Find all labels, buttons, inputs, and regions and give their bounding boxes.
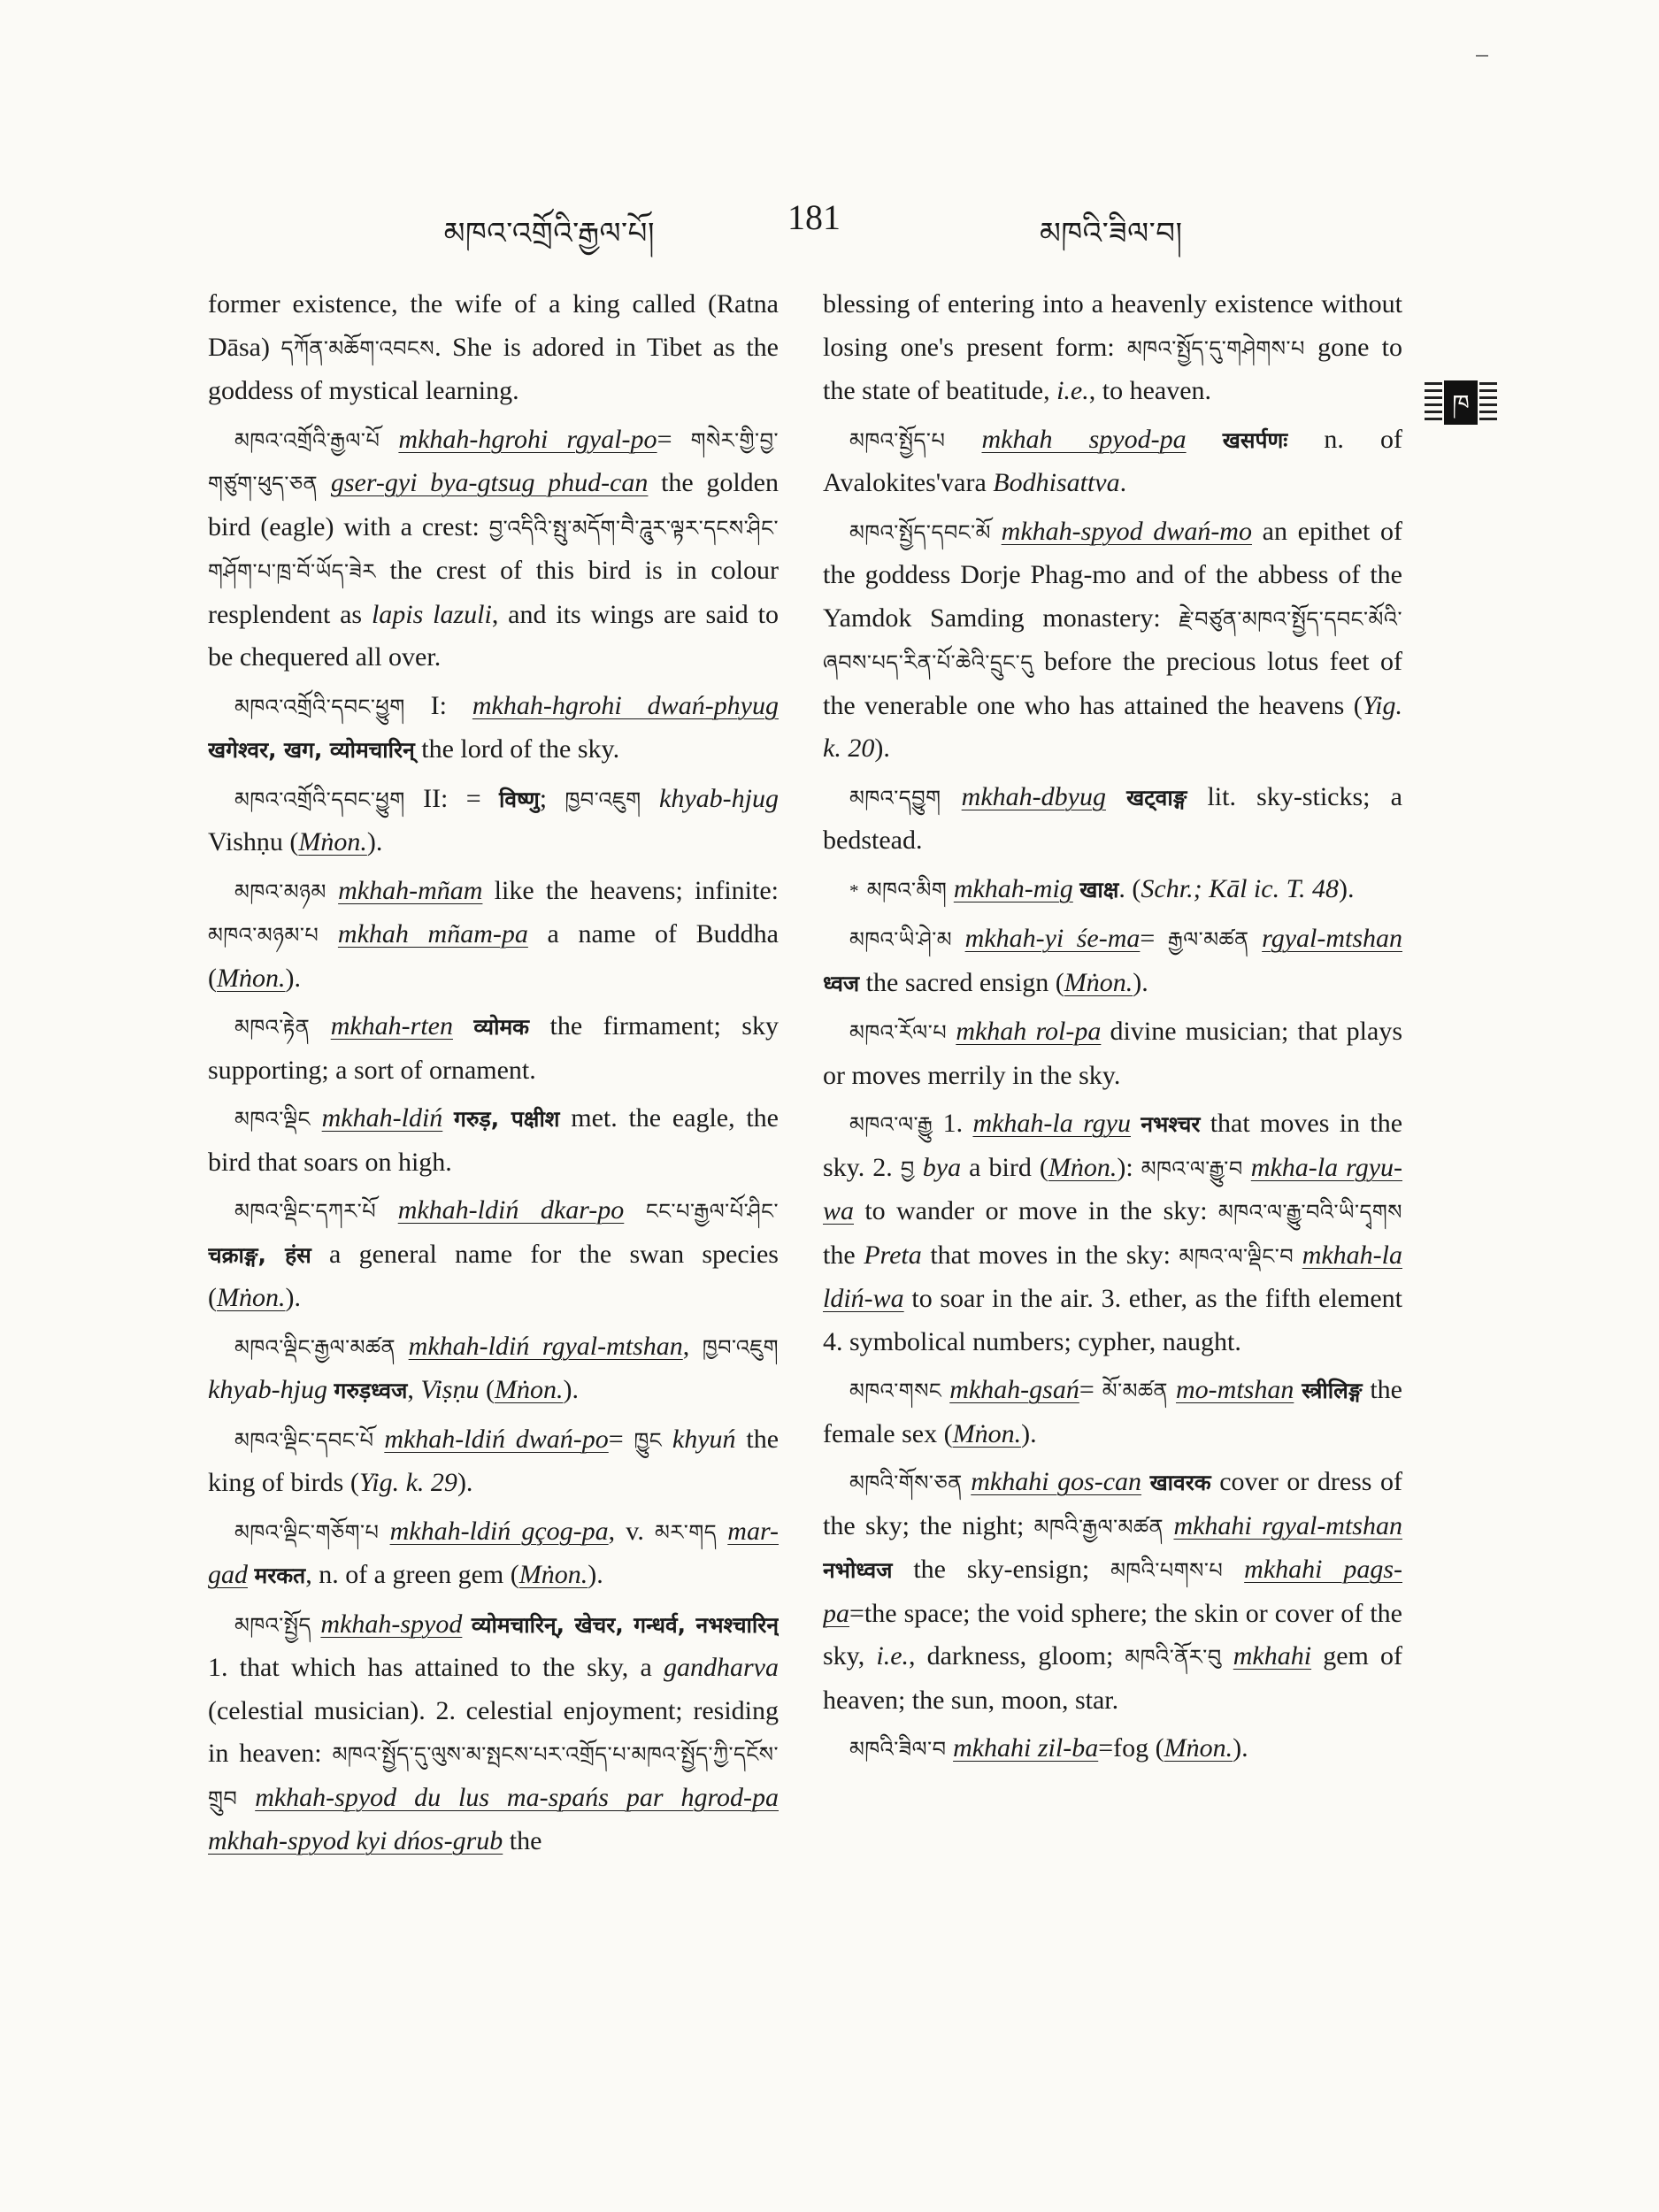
tibetan-text: མཁའ་ལ་རྒྱུ་བའི་ཡི་དྭགས <box>1217 1200 1402 1225</box>
italic-text: Yig. k. 20 <box>823 690 1402 763</box>
dictionary-entry <box>823 283 1402 413</box>
tibetan-text: མཁའི་གོས་ཅན <box>849 1471 963 1495</box>
tibetan-text: མཁའ་གསང <box>849 1379 942 1403</box>
transliteration: mkhah-gsań <box>949 1375 1079 1404</box>
definition-text: cover or dress of the sky; the night; <box>823 1467 1402 1540</box>
definition-text <box>717 1517 727 1546</box>
transliteration: mkhah-hgrohi dwań-phyug <box>472 690 779 720</box>
devanagari-text: चक्राङ्ग, हंस <box>208 1241 311 1268</box>
italic-text: i.e. <box>876 1641 910 1671</box>
tibetan-text: མཁའ་འགྲོའི་རྒྱལ་པོ <box>234 427 380 453</box>
definition-text <box>311 1609 320 1639</box>
definition-text: (celestial musician). 2. celestial enjoyment; residing in heaven: <box>208 1695 779 1768</box>
definition-text: the firmament; sky supporting; a sort of ornament. <box>208 1011 779 1085</box>
definition-text <box>991 517 1002 546</box>
transliteration: mkhah-la ldiń-wa <box>823 1240 1402 1313</box>
definition-text <box>941 1375 949 1404</box>
definition-text <box>915 1153 923 1182</box>
definition-text <box>311 1103 322 1133</box>
definition-text: , to heaven. <box>1088 376 1212 405</box>
transliteration: mkhah-spyod <box>320 1609 463 1639</box>
italic-text: Yig. k. 29 <box>358 1468 457 1497</box>
dictionary-entry <box>823 419 1402 505</box>
transliteration: mkhah-spyod dwań-mo <box>1001 516 1252 546</box>
tibetan-text: མཁའ་ལྡིང <box>234 1107 311 1132</box>
transliteration: mkhah-yi śe-ma <box>964 924 1141 953</box>
definition-text: ). <box>457 1468 473 1497</box>
definition-text: , n. of a green gem ( <box>305 1560 519 1589</box>
devanagari-text: गरुड़ध्वज <box>334 1378 408 1403</box>
definition-text: gone to the state of beatitude, <box>823 332 1402 405</box>
tibetan-text: མཁའ་སྤྱོད་དུ་གཤེགས་པ <box>1126 335 1305 361</box>
running-head-left-text: མཁའ་འགྲོའི་རྒྱལ་པོ། <box>443 216 655 251</box>
definition-text <box>1223 1555 1244 1584</box>
definition-text <box>662 1425 672 1454</box>
dictionary-entry <box>823 776 1402 863</box>
definition-text <box>947 1017 956 1046</box>
tibetan-text: མཁའ་མཉམ <box>234 879 326 904</box>
tibetan-text: གསེར་གྱི་བྱ་གཙུག་ཕུད་ཅན <box>208 427 779 496</box>
definition-text <box>248 1560 255 1589</box>
tibetan-text: ཁྱབ་འཇུག <box>565 787 641 812</box>
definition-text <box>1131 1109 1141 1138</box>
definition-text <box>374 1425 385 1454</box>
transliteration: mkhah mñam-pa <box>337 919 528 949</box>
definition-text: that moves in the sky: <box>921 1240 1179 1270</box>
italic-text: bya <box>922 1152 962 1182</box>
tibetan-text: མཁའ་མཉམ་པ <box>208 923 319 948</box>
dictionary-entry <box>208 1189 779 1320</box>
transliteration: mkhah-mig <box>953 873 1073 903</box>
definition-text: ). <box>874 733 890 763</box>
definition-text <box>379 1517 389 1546</box>
tibetan-text: མཁའི་རྒྱལ་མཚན <box>1033 1514 1164 1540</box>
transliteration: mar-gad <box>208 1516 779 1589</box>
tibetan-text: མཁའ་རྟེན <box>234 1015 311 1040</box>
definition-text <box>1168 1375 1176 1404</box>
definition-text: former existence, the wife of a king called (Ratna Dāsa) <box>208 289 779 362</box>
definition-text: ). <box>285 1283 301 1312</box>
tibetan-text: མཁའ་རོལ་པ <box>849 1020 948 1045</box>
tibetan-text: ཁྱུང <box>634 1427 663 1453</box>
transliteration: mkhah rol-pa <box>956 1017 1102 1046</box>
transliteration: rgyal-mtshan <box>1262 924 1402 953</box>
tibetan-text: མར་གད <box>655 1519 718 1545</box>
definition-text: divine musician; that plays or moves merrily in the sky. <box>823 1017 1402 1090</box>
definition-text <box>326 876 338 905</box>
definition-text: , and its wings are said to be chequered all over. <box>208 599 779 672</box>
definition-text: the <box>823 1240 864 1270</box>
transliteration: Mṅon. <box>952 1418 1022 1448</box>
devanagari-text: स्त्रीलिङ्ग <box>1302 1378 1363 1403</box>
tibetan-text: མཁའ་མིག <box>866 877 948 902</box>
devanagari-text: खाक्ष <box>1079 876 1119 902</box>
dictionary-entry <box>823 1461 1402 1722</box>
transliteration: mkhahi zil-ba <box>953 1733 1099 1763</box>
italic-text: Preta <box>864 1240 922 1270</box>
definition-text <box>462 1609 471 1639</box>
definition-text: a name of Buddha ( <box>208 919 779 993</box>
definition-text <box>237 1783 255 1812</box>
dictionary-entry <box>208 1097 779 1184</box>
asterisk-mark: * <box>849 879 864 902</box>
definition-text: the king of birds ( <box>208 1424 779 1497</box>
tibetan-text: མཁའ་ལ་རྒྱུ <box>849 1112 933 1137</box>
dictionary-entry <box>208 1325 779 1413</box>
italic-text: Viṣṇu <box>420 1375 480 1404</box>
definition-text <box>1164 1511 1173 1540</box>
running-head-left <box>319 199 655 256</box>
tibetan-text: མཁའ་འགྲོའི་དབང་ཕྱུག <box>234 787 405 812</box>
dictionary-entry <box>208 870 779 1001</box>
dictionary-entry <box>208 283 779 413</box>
definition-text: , darkness, gloom; <box>909 1641 1125 1671</box>
italic-text: khyab-hjug <box>208 1375 327 1404</box>
definition-text <box>396 1332 409 1361</box>
devanagari-text: खगेश्वर, खग, व्योमचारिन् <box>208 737 415 763</box>
tibetan-text: མཁའ་འགྲོའི་དབང་ཕྱུག <box>234 694 405 719</box>
transliteration: mkhah spyod-pa <box>981 424 1187 454</box>
definition-text: the sacred ensign ( <box>859 967 1064 997</box>
tibetan-text: མཁའ་སྤྱོད་དབང་མོ <box>849 519 991 545</box>
dictionary-entry <box>208 778 779 864</box>
left-column <box>208 283 779 2088</box>
tibetan-text: ངང་པ་རྒྱལ་པོ་ཤིང་ <box>645 1199 779 1224</box>
devanagari-text: गरुड़, पक्षीश <box>454 1106 560 1132</box>
transliteration: mkhah-rten <box>330 1011 453 1041</box>
definition-text: II: = <box>404 783 500 813</box>
tibetan-text: མཁའ་སྤྱོད་པ <box>849 427 946 453</box>
definition-text: =the space; the void sphere; the skin or cover of the sky, <box>823 1598 1402 1671</box>
transliteration: mkhah-spyod du lus ma-spańs par hgrod-pa mkhah-spyod kyi dńos-grub <box>208 1782 779 1855</box>
devanagari-text: खट्वाङ्ग <box>1126 784 1187 810</box>
tibetan-text: རྒྱལ་མཚན <box>1167 927 1249 952</box>
seal-graphic <box>1423 379 1499 426</box>
definition-text: the sky-ensign; <box>892 1555 1111 1584</box>
definition-text: = <box>1140 924 1168 953</box>
definition-text: ). <box>1133 967 1148 997</box>
tibetan-text: མཁའ་ལ་རྒྱུ་བ <box>1141 1156 1243 1181</box>
tibetan-text: མཁའི་ནོར་བུ <box>1125 1645 1222 1670</box>
dictionary-entry <box>823 511 1402 771</box>
definition-text: blessing of entering into a heavenly existence without losing one's present form: <box>823 289 1402 362</box>
definition-text: = <box>608 1424 634 1454</box>
definition-text: that moves in the sky. 2. <box>823 1109 1402 1182</box>
transliteration: mkhah-dbyug <box>961 781 1106 811</box>
definition-text: like the heavens; infinite: <box>482 875 779 905</box>
section-letter-seal-icon <box>1423 379 1499 426</box>
definition-text: ). <box>1233 1733 1248 1763</box>
tibetan-text: རྗེ་བཙུན་མཁའ་སྤྱོད་དབང་མོའི་ཞབས་པད་རིན་པོ་ཆེའི་དྲུང་དུ <box>823 606 1402 675</box>
devanagari-text: नभोध्वज <box>823 1557 893 1583</box>
tibetan-text: མཁའ་དབྱུག <box>849 785 941 810</box>
definition-text <box>641 784 659 813</box>
definition-text <box>952 924 965 953</box>
definition-text: the golden bird (eagle) with a crest: <box>208 468 779 541</box>
seal-letter: ཁ <box>1452 389 1470 419</box>
definition-text <box>318 468 331 497</box>
transliteration: mkhahi <box>1233 1641 1312 1671</box>
dictionary-entry <box>823 1369 1402 1455</box>
tibetan-text: དཀོན་མཆོག་འབངས <box>280 335 435 361</box>
transliteration: mkha-la rgyu-wa <box>823 1152 1402 1225</box>
definition-text <box>624 1195 646 1225</box>
right-column <box>823 283 1402 2088</box>
page-number: 181 <box>787 197 841 237</box>
definition-text: the crest of this bird is in colour resplendent as <box>208 556 779 629</box>
definition-text: met. the eagle, the bird that soars on high. <box>208 1103 779 1177</box>
italic-text: Bodhisattva <box>993 468 1120 497</box>
definition-text <box>947 874 954 903</box>
definition-text: to wander or move in the sky: <box>854 1196 1218 1225</box>
definition-text <box>945 425 981 454</box>
devanagari-text: व्योमक <box>473 1014 530 1040</box>
transliteration: mkhah-la rgyu <box>972 1109 1131 1138</box>
dictionary-entry <box>823 1010 1402 1097</box>
definition-text: ). <box>285 963 301 993</box>
definition-text: ). <box>1021 1418 1037 1448</box>
devanagari-text: व्योमचारिन्, खेचर, गन्धर्व, नभश्चारिन् <box>471 1611 779 1638</box>
definition-text <box>453 1011 473 1041</box>
transliteration: mkhahi rgyal-mtshan <box>1173 1510 1402 1540</box>
definition-text <box>1106 782 1126 811</box>
definition-text <box>1222 1641 1233 1671</box>
definition-text <box>1294 1240 1302 1270</box>
tibetan-text: བྱ་འདིའི་སྤུ་མདོག་བཻ་ཌཱུར་ལྟར་དངས་ཤིང་གཤོག་པ་ཁྲ་བོ་ཡོད་ཟེར <box>208 515 779 584</box>
definition-text <box>310 1011 330 1041</box>
transliteration: mkhah-ldiń rgyal-mtshan <box>408 1331 683 1361</box>
definition-text: = <box>657 424 691 454</box>
transliteration: mkhah-mñam <box>338 875 483 905</box>
definition-text: ( <box>479 1375 495 1404</box>
definition-text <box>1243 1153 1251 1182</box>
dictionary-entry <box>823 1727 1402 1771</box>
definition-text: ). <box>588 1560 603 1589</box>
definition-text: the female sex ( <box>823 1375 1402 1448</box>
transliteration: mkhah-ldiń dkar-po <box>397 1195 625 1225</box>
transliteration: mkhah-ldiń dwań-po <box>384 1424 609 1454</box>
definition-text: ). <box>563 1375 579 1404</box>
dictionary-entry <box>823 918 1402 1005</box>
definition-text: ). <box>366 827 383 856</box>
definition-text: . She is adored in Tibet as the goddess of mystical learning. <box>208 332 779 405</box>
definition-text: the <box>503 1826 542 1855</box>
definition-text <box>1187 425 1223 454</box>
definition-text: Vishṇu ( <box>208 827 299 856</box>
tibetan-text: བྱ <box>900 1156 915 1181</box>
definition-text: an epithet of the goddess Dorje Phag-mo and of the abbess of the Yamdok Samding monastery: <box>823 516 1402 633</box>
definition-text <box>1141 1467 1150 1496</box>
definition-text: lit. sky-sticks; a bedstead. <box>823 781 1402 855</box>
italic-text: khyuń <box>672 1424 736 1454</box>
transliteration: mkhahi gos-can <box>971 1467 1142 1496</box>
tibetan-text: མཁའ་ལ་ལྡིང་བ <box>1179 1243 1294 1269</box>
definition-text: . ( <box>1118 873 1141 903</box>
tibetan-text: མོ་མཚན <box>1102 1379 1169 1403</box>
tibetan-text: མཁའི་པགས་པ <box>1110 1558 1224 1583</box>
definition-text: ). <box>1339 873 1355 903</box>
definition-text: 1. <box>933 1109 973 1138</box>
definition-text <box>442 1103 454 1133</box>
tibetan-text: ཁྱབ་འཇུག <box>702 1334 779 1360</box>
definition-text <box>947 1733 954 1763</box>
devanagari-text: नभश्चर <box>1141 1111 1201 1137</box>
transliteration: Mṅon. <box>518 1560 588 1589</box>
definition-text: to soar in the air. 3. ether, as the fifth element 4. symbolical numbers; cypher, naught. <box>823 1284 1402 1356</box>
definition-text: n. of Avalokites'vara <box>823 424 1402 497</box>
transliteration: Mṅon. <box>217 1283 286 1312</box>
italic-text: khyab-hjug <box>659 783 779 813</box>
italic-text: i.e. <box>1056 376 1089 405</box>
definition-text: before the precious lotus feet of the venerable one who has attained the heavens ( <box>823 647 1402 720</box>
definition-text: =fog ( <box>1098 1733 1164 1763</box>
devanagari-text: विष्णु <box>499 786 540 812</box>
definition-text <box>941 782 961 811</box>
definition-text: ): <box>1117 1152 1141 1182</box>
transliteration: mo-mtshan <box>1176 1375 1294 1404</box>
devanagari-text: खावरक <box>1149 1470 1211 1495</box>
tibetan-text: མཁའ་ཡི་ཤེ་མ <box>849 927 953 952</box>
transliteration: mkhah-ldiń gçog-pa <box>389 1516 609 1546</box>
dictionary-entry <box>208 1005 779 1092</box>
tibetan-text: མཁའ་ལྡིང་གཅོག་པ <box>234 1519 380 1545</box>
definition-text: ; <box>539 783 565 813</box>
definition-text: = <box>1079 1375 1102 1404</box>
transliteration: Mṅon. <box>1164 1733 1233 1763</box>
definition-text <box>1249 924 1263 953</box>
transliteration: Mṅon. <box>494 1375 564 1404</box>
italic-text: Schr.; Kāl ic. T. 48 <box>1141 873 1340 903</box>
dictionary-entry <box>208 419 779 680</box>
running-head-right <box>1040 199 1323 256</box>
dictionary-entry <box>823 868 1402 913</box>
definition-text <box>963 1467 972 1496</box>
dictionary-entry <box>208 1510 779 1598</box>
tibetan-text: མཁའ་ལྡིང་རྒྱལ་མཚན <box>234 1334 396 1360</box>
running-head-right-text: མཁའི་ཟིལ་བ། <box>1040 216 1183 251</box>
definition-text: I: <box>404 690 472 720</box>
definition-text: , v. <box>608 1516 655 1546</box>
corner-dash <box>1476 55 1488 57</box>
dictionary-entry <box>208 1603 779 1863</box>
definition-text: a bird ( <box>961 1152 1048 1182</box>
tibetan-text: མཁའ་ལྡིང་དབང་པོ <box>234 1427 374 1453</box>
dictionary-entry <box>208 685 779 772</box>
transliteration: Mṅon. <box>298 827 367 856</box>
tibetan-text: མཁའ་ལྡིང་དཀར་པོ <box>234 1199 377 1224</box>
transliteration: mkhahi pags-pa <box>823 1555 1402 1628</box>
devanagari-text: खसर्पणः <box>1222 426 1288 453</box>
definition-text: gem of heaven; the sun, moon, star. <box>823 1641 1402 1715</box>
transliteration: Mṅon. <box>1064 967 1133 997</box>
devanagari-text: ध्वज <box>823 970 860 996</box>
definition-text: 1. that which has attained to the sky, a <box>208 1653 664 1682</box>
definition-text <box>376 1195 398 1225</box>
definition-text <box>319 919 338 949</box>
transliteration: gser-gyi bya-gtsug phud-can <box>330 468 649 497</box>
definition-text <box>380 425 398 454</box>
tibetan-text: མཁའ་སྤྱོད <box>234 1612 311 1638</box>
definition-text: . <box>1119 468 1127 497</box>
devanagari-text: मरकत <box>254 1563 306 1588</box>
definition-text: the lord of the sky. <box>414 734 620 764</box>
italic-text: lapis lazuli <box>371 599 492 629</box>
tibetan-text: མཁའ་སྤྱོད་དུ་ལུས་མ་སྤངས་པར་འགྲོད་པ་མཁའ་སྤྱོད་ཀྱི་དངོས་གྲུབ <box>208 1742 779 1811</box>
transliteration: Mṅon. <box>1048 1152 1118 1182</box>
transliteration: mkhah-hgrohi rgyal-po <box>398 424 657 454</box>
definition-text <box>1294 1375 1302 1404</box>
dictionary-entry <box>823 1102 1402 1363</box>
definition-text: , <box>682 1331 703 1361</box>
definition-text: , <box>407 1375 421 1404</box>
transliteration: Mṅon. <box>217 963 286 993</box>
definition-text: a general name for the swan species ( <box>208 1239 779 1312</box>
italic-text: gandharva <box>664 1653 779 1682</box>
dictionary-entry <box>208 1418 779 1505</box>
tibetan-text: མཁའི་ཟིལ་བ <box>849 1737 947 1762</box>
transliteration: mkhah-ldiń <box>321 1103 443 1133</box>
